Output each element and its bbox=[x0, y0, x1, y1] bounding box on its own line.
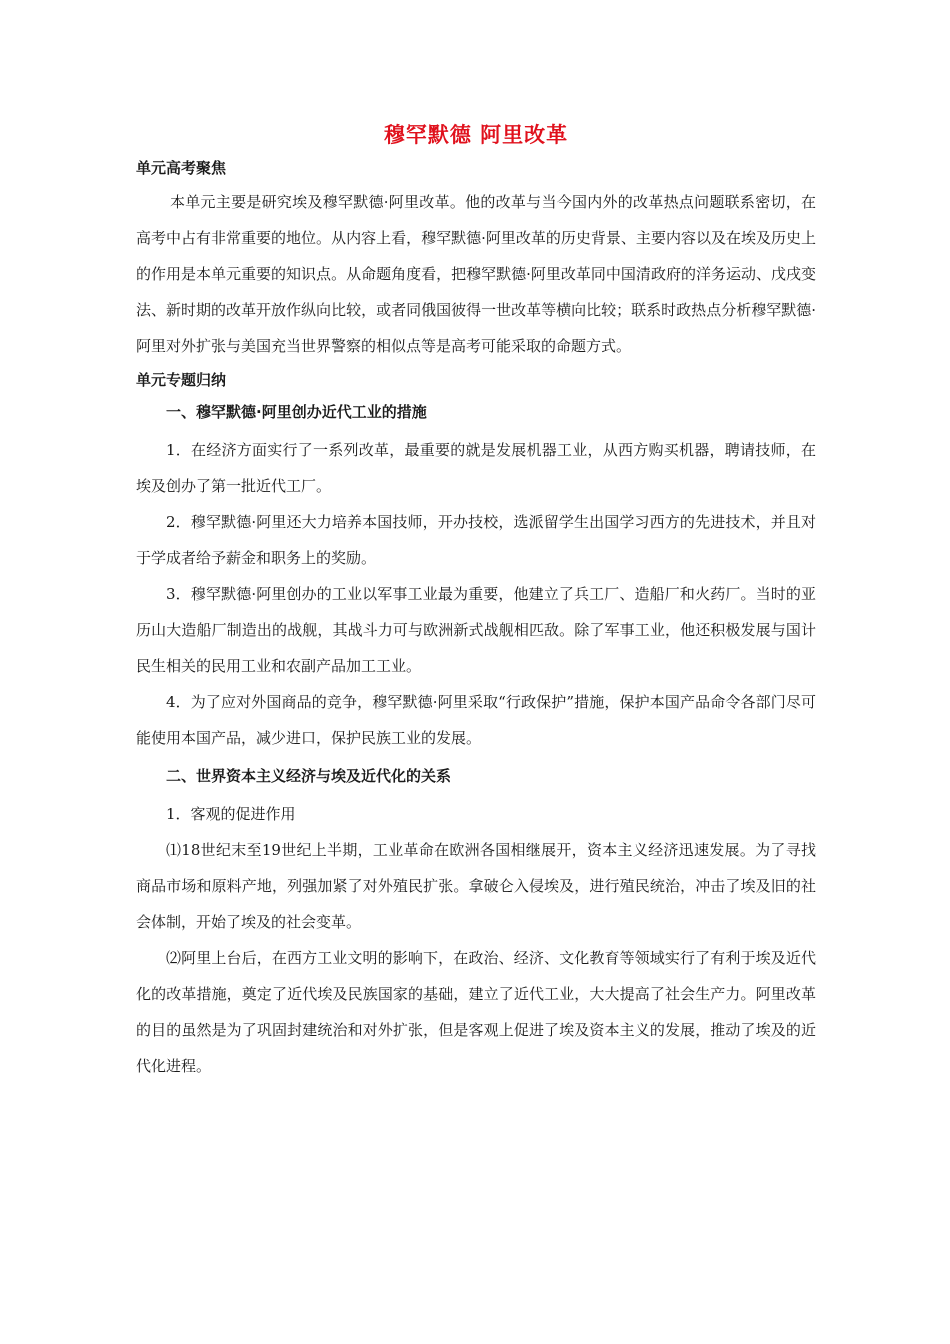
section-heading-summary: 单元专题归纳 bbox=[136, 371, 227, 389]
part1-item-4: 4．为了应对外国商品的竞争，穆罕默德·阿里采取“行政保护”措施，保护本国产品命令各部门尽可能使用本国产品，减少进口，保护民族工业的发展。 bbox=[136, 693, 816, 747]
part2-heading: 二、世界资本主义经济与埃及近代化的关系 bbox=[166, 767, 452, 785]
document-body bbox=[136, 118, 816, 1084]
document-title: 穆罕默德 阿里改革 bbox=[383, 123, 569, 147]
part2-item-2: ⑵阿里上台后，在西方工业文明的影响下，在政治、经济、文化教育等领域实行了有利于埃及近代化的改革措施，奠定了近代埃及民族国家的基础，建立了近代工业，大大提高了社会生产力。阿里改革的目的虽然是为了巩固封建统治和对外扩张，但是客观上促进了埃及资本主义的发展，推动了埃及的近代化进程。 bbox=[136, 949, 816, 1075]
section-heading-focus: 单元高考聚焦 bbox=[136, 159, 227, 177]
part1-heading: 一、穆罕默德·阿里创办近代工业的措施 bbox=[166, 403, 427, 421]
focus-paragraph: 本单元主要是研究埃及穆罕默德·阿里改革。他的改革与当今国内外的改革热点问题联系密切，在高考中占有非常重要的地位。从内容上看，穆罕默德·阿里改革的历史背景、主要内容以及在埃及历史上的作用是本单元重要的知识点。从命题角度看，把穆罕默德·阿里改革同中国清政府的洋务运动、戊戌变法、新时期的改革开放作纵向比较，或者同俄国彼得一世改革等横向比较；联系时政热点分析穆罕默德·阿里对外扩张与美国充当世界警察的相似点等是高考可能采取的命题方式。 bbox=[136, 193, 816, 355]
part1-item-3: 3．穆罕默德·阿里创办的工业以军事工业最为重要，他建立了兵工厂、造船厂和火药厂。当时的亚历山大造船厂制造出的战舰，其战斗力可与欧洲新式战舰相匹敌。除了军事工业，他还积极发展与国计民生相关的民用工业和农副产品加工工业。 bbox=[136, 585, 816, 675]
part1-item-1: 1．在经济方面实行了一系列改革，最重要的就是发展机器工业，从西方购买机器，聘请技师，在埃及创办了第一批近代工厂。 bbox=[136, 441, 816, 495]
part2-subheading: 1．客观的促进作用 bbox=[166, 805, 296, 823]
part2-item-1: ⑴18世纪末至19世纪上半期，工业革命在欧洲各国相继展开，资本主义经济迅速发展。为了寻找商品市场和原料产地，列强加紧了对外殖民扩张。拿破仑入侵埃及，进行殖民统治，冲击了埃及旧的社会体制，开始了埃及的社会变革。 bbox=[136, 841, 816, 931]
part1-item-2: 2．穆罕默德·阿里还大力培养本国技师，开办技校，选派留学生出国学习西方的先进技术，并且对于学成者给予薪金和职务上的奖励。 bbox=[136, 513, 816, 567]
